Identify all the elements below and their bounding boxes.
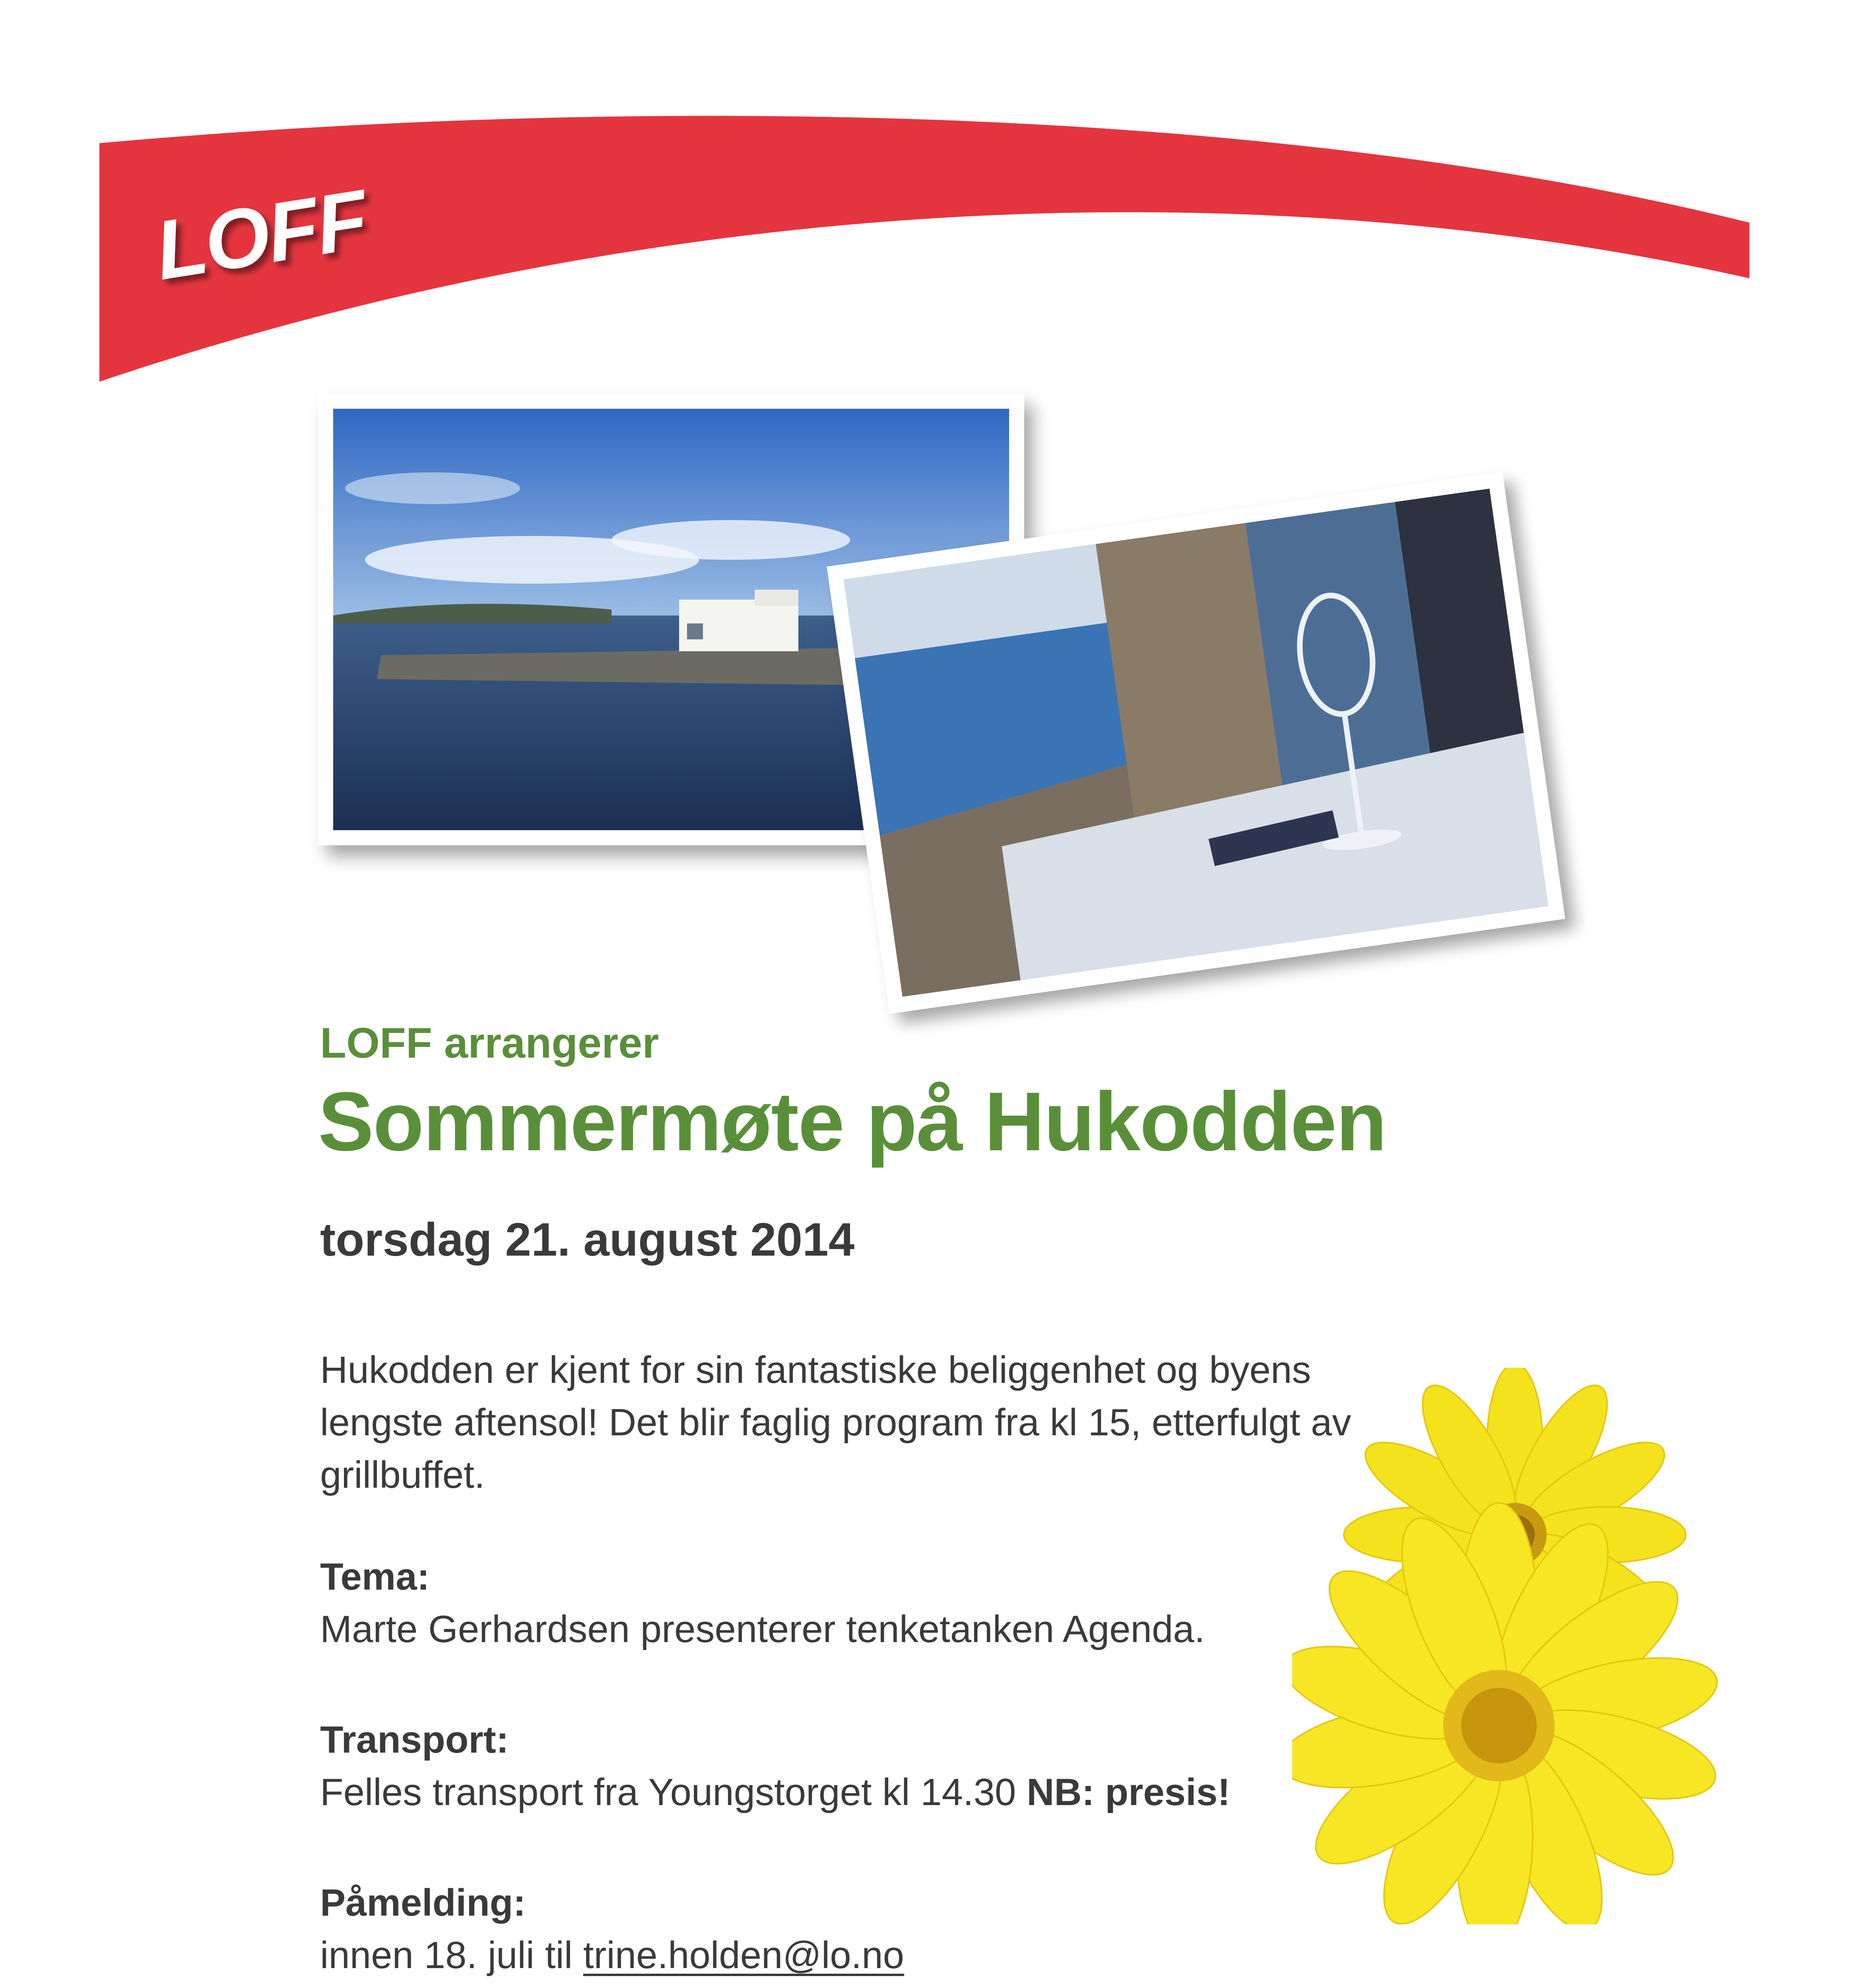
event-date: torsdag 21. august 2014 xyxy=(320,1213,855,1266)
tema-section xyxy=(320,1551,1433,1656)
flower-illustration xyxy=(1292,1368,1730,1924)
pamelding-label: Påmelding: xyxy=(320,1881,526,1924)
email-link[interactable]: trine.holden@lo.no xyxy=(583,1934,905,1976)
event-title: Sommermøte på Hukodden xyxy=(318,1075,1386,1168)
banner-logo-text: LOFF xyxy=(149,172,373,298)
pamelding-section xyxy=(320,1877,1433,1982)
event-kicker: LOFF arrangerer xyxy=(320,1019,659,1067)
transport-text: Felles transport fra Youngstorget kl 14.30 xyxy=(320,1771,1027,1813)
pamelding-text: innen 18. juli til xyxy=(320,1934,583,1976)
transport-emphasis: NB: presis! xyxy=(1027,1771,1231,1813)
transport-section xyxy=(320,1714,1433,1819)
tema-label: Tema: xyxy=(320,1555,430,1598)
photo-dining xyxy=(827,472,1565,1014)
tema-text: Marte Gerhardsen presenterer tenketanken Agenda. xyxy=(320,1608,1205,1650)
transport-label: Transport: xyxy=(320,1718,509,1761)
intro-paragraph: Hukodden er kjent for sin fantastiske beliggenhet og byens lengste aftensol! Det blir faglig program fra kl 15, etterfulgt av grillbuffet. xyxy=(320,1349,1351,1496)
